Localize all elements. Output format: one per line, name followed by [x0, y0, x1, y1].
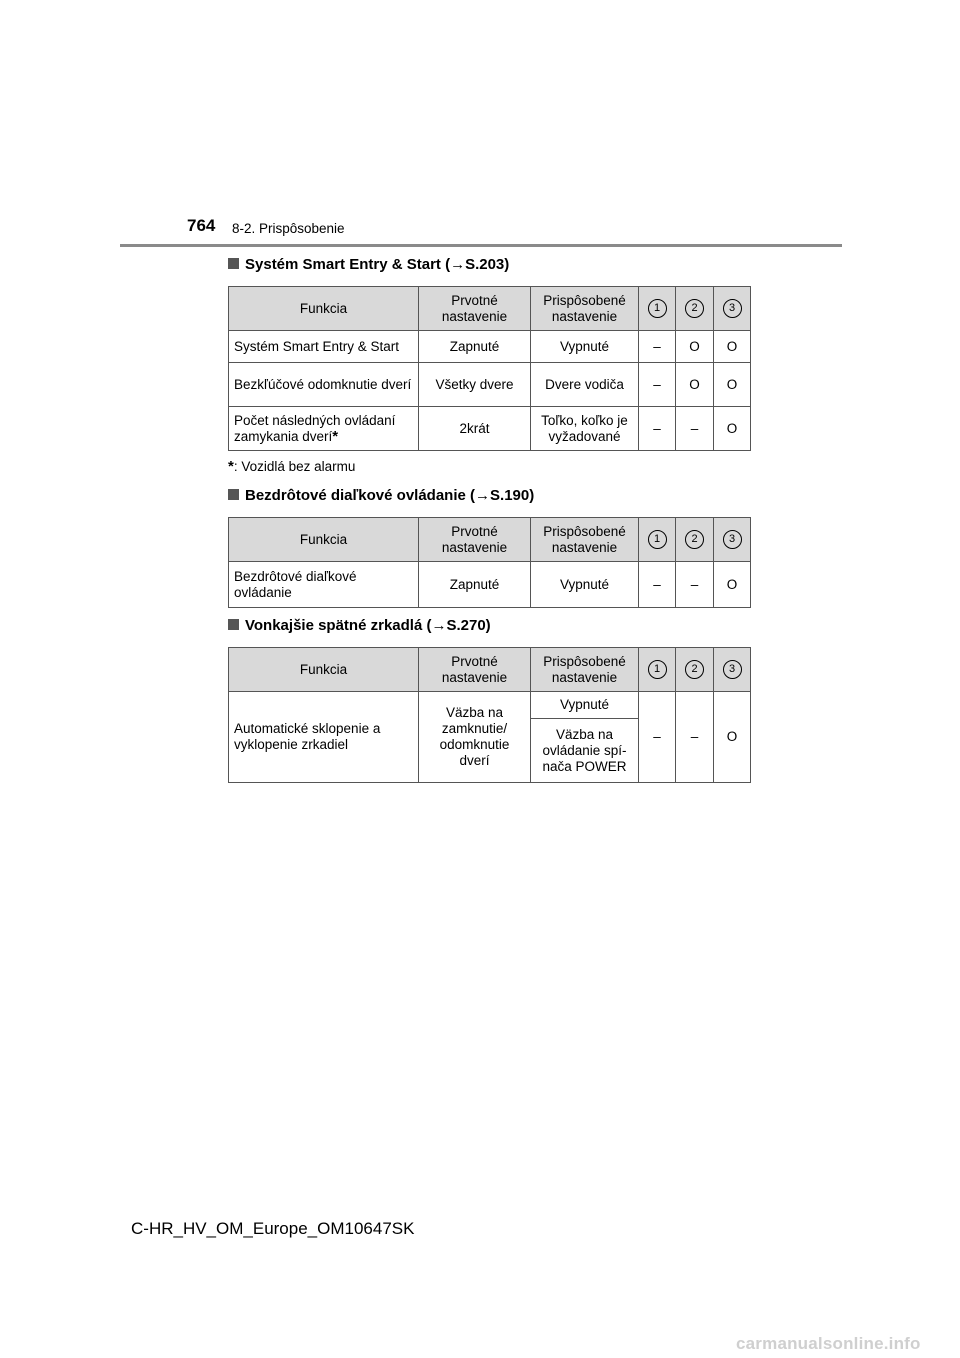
title-text: Bezdrôtové diaľkové ovládanie ( — [245, 487, 476, 504]
cell-custom: Toľko, koľko je vyžadované — [531, 407, 639, 451]
cell-default: Všetky dvere — [419, 363, 531, 407]
cell-m1: – — [639, 363, 676, 407]
col-custom: Prispôsobené nastavenie — [531, 518, 639, 562]
col-custom: Prispôsobené nastavenie — [531, 648, 639, 692]
circled-2-icon: 2 — [685, 299, 704, 318]
col-default: Prvotné nastavenie — [419, 518, 531, 562]
section-title-outside-mirrors — [228, 617, 491, 634]
cell-m1: – — [639, 562, 676, 608]
cell-m2: O — [676, 363, 714, 407]
cell-custom: Dvere vodiča — [531, 363, 639, 407]
col-method-3 — [714, 518, 751, 562]
table-outside-mirrors — [228, 647, 751, 783]
circled-2-icon: 2 — [685, 660, 704, 679]
cell-m1: – — [639, 331, 676, 363]
cell-m2: O — [676, 331, 714, 363]
cell-function — [229, 407, 419, 451]
col-custom: Prispôsobené nastavenie — [531, 287, 639, 331]
header-rule — [120, 244, 842, 247]
circled-3-icon: 3 — [723, 299, 742, 318]
circled-3-icon: 3 — [723, 530, 742, 549]
page-reference[interactable]: S.203) — [465, 256, 510, 273]
cell-m3: O — [714, 692, 751, 783]
cell-m3: O — [714, 562, 751, 608]
section-heading: 8-2. Prispôsobenie — [232, 221, 345, 236]
footnote-mark: * — [228, 458, 234, 475]
col-function: Funkcia — [229, 287, 419, 331]
page-reference[interactable]: S.190) — [490, 487, 535, 504]
table-row — [229, 331, 751, 363]
table-row — [229, 562, 751, 608]
col-method-2 — [676, 648, 714, 692]
table-header-row — [229, 287, 751, 331]
cell-m2: – — [676, 407, 714, 451]
table-smart-entry — [228, 286, 751, 451]
cell-m3: O — [714, 331, 751, 363]
arrow-icon: → — [475, 487, 491, 504]
title-text: Systém Smart Entry & Start ( — [245, 256, 451, 273]
function-text: Počet následných ovládaní zamykania dverí — [234, 412, 396, 444]
cell-m3: O — [714, 363, 751, 407]
cell-m2: – — [676, 692, 714, 783]
table-wireless-remote — [228, 517, 751, 608]
cell-function: Automatické sklopenie a vyklopenie zrkadiel — [229, 692, 419, 783]
arrow-icon: → — [431, 617, 447, 634]
cell-default: Väzba na zamknutie/ odomknutie dverí — [419, 692, 531, 783]
circled-3-icon: 3 — [723, 660, 742, 679]
col-function: Funkcia — [229, 518, 419, 562]
section-title-wireless-remote — [228, 487, 534, 504]
cell-default: Zapnuté — [419, 562, 531, 608]
document-id: C-HR_HV_OM_Europe_OM10647SK — [131, 1219, 415, 1238]
footnote-mark: * — [332, 427, 339, 445]
col-method-1 — [639, 287, 676, 331]
cell-function: Bezdrôtové diaľkové ovládanie — [229, 562, 419, 608]
section-title-smart-entry — [228, 256, 509, 273]
circled-1-icon: 1 — [648, 660, 667, 679]
cell-m1: – — [639, 407, 676, 451]
square-bullet-icon — [228, 489, 239, 500]
cell-m2: – — [676, 562, 714, 608]
title-text: Vonkajšie spätné zrkadlá ( — [245, 617, 432, 634]
cell-default: 2krát — [419, 407, 531, 451]
watermark: carmanualsonline.info — [736, 1334, 921, 1353]
page-number: 764 — [187, 216, 216, 235]
cell-default: Zapnuté — [419, 331, 531, 363]
col-method-1 — [639, 648, 676, 692]
circled-1-icon: 1 — [648, 299, 667, 318]
table-row — [229, 407, 751, 451]
col-default: Prvotné nastavenie — [419, 648, 531, 692]
square-bullet-icon — [228, 258, 239, 269]
table-header-row — [229, 648, 751, 692]
table-header-row — [229, 518, 751, 562]
col-method-2 — [676, 518, 714, 562]
cell-function: Systém Smart Entry & Start — [229, 331, 419, 363]
circled-1-icon: 1 — [648, 530, 667, 549]
cell-custom: Vypnuté — [531, 562, 639, 608]
col-method-1 — [639, 518, 676, 562]
cell-m1: – — [639, 692, 676, 783]
square-bullet-icon — [228, 619, 239, 630]
cell-function: Bezkľúčové odomknutie dverí — [229, 363, 419, 407]
col-function: Funkcia — [229, 648, 419, 692]
arrow-icon: → — [450, 256, 466, 273]
cell-custom: Väzba na ovládanie spí- nača POWER — [531, 719, 639, 783]
col-default: Prvotné nastavenie — [419, 287, 531, 331]
table-row — [229, 363, 751, 407]
footnote — [228, 458, 355, 475]
footnote-text: : Vozidlá bez alarmu — [233, 459, 356, 474]
cell-custom: Vypnuté — [531, 692, 639, 719]
cell-custom: Vypnuté — [531, 331, 639, 363]
col-method-3 — [714, 287, 751, 331]
page-reference[interactable]: S.270) — [446, 617, 491, 634]
circled-2-icon: 2 — [685, 530, 704, 549]
table-row — [229, 692, 751, 719]
col-method-2 — [676, 287, 714, 331]
col-method-3 — [714, 648, 751, 692]
cell-m3: O — [714, 407, 751, 451]
